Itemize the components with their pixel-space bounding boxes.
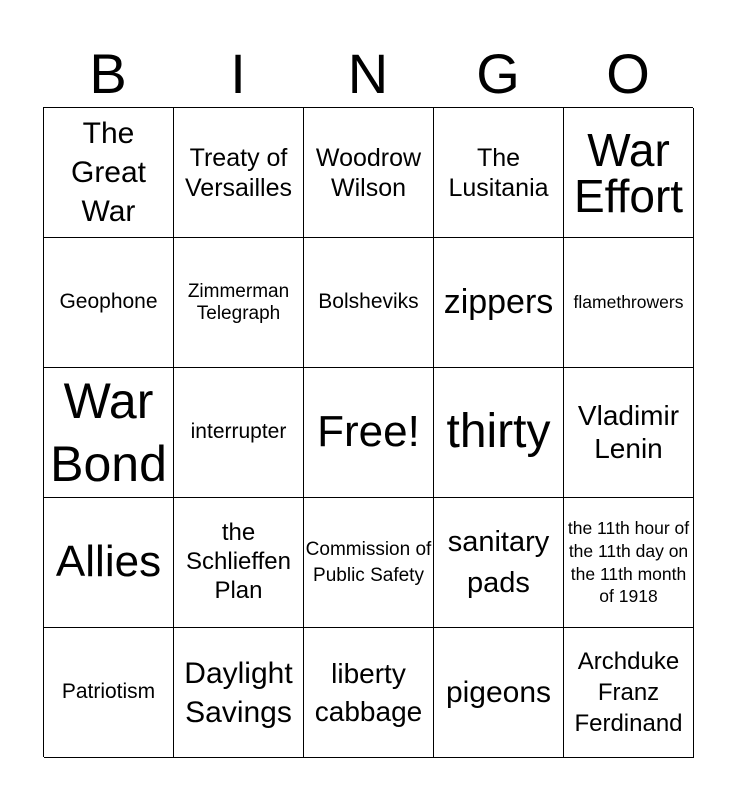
bingo-cell[interactable]: Archduke Franz Ferdinand xyxy=(564,628,694,758)
header-letter-o: O xyxy=(606,42,650,105)
bingo-cell[interactable]: Geophone xyxy=(44,238,174,368)
bingo-cell[interactable]: Allies xyxy=(44,498,174,628)
bingo-cell[interactable]: Commission of Public Safety xyxy=(304,498,434,628)
bingo-cell[interactable]: The Lusitania xyxy=(434,108,564,238)
bingo-cell[interactable]: Patriotism xyxy=(44,628,174,758)
bingo-cell[interactable]: thirty xyxy=(434,368,564,498)
header-letter-g: G xyxy=(476,42,520,105)
header-letter-b: B xyxy=(89,42,127,105)
bingo-cell[interactable]: Zimmerman Telegraph xyxy=(174,238,304,368)
bingo-cell[interactable]: Daylight Savings xyxy=(174,628,304,758)
header-letter-n: N xyxy=(347,42,389,105)
bingo-cell[interactable]: Vladimir Lenin xyxy=(564,368,694,498)
bingo-header xyxy=(43,40,693,108)
bingo-cell[interactable]: Bolsheviks xyxy=(304,238,434,368)
bingo-cell[interactable]: interrupter xyxy=(174,368,304,498)
bingo-cell[interactable]: sanitary pads xyxy=(434,498,564,628)
bingo-cell[interactable]: War Bond xyxy=(44,368,174,498)
bingo-cell[interactable]: pigeons xyxy=(434,628,564,758)
bingo-cell[interactable]: War Effort xyxy=(564,108,694,238)
bingo-cell[interactable]: Woodrow Wilson xyxy=(304,108,434,238)
bingo-cell[interactable]: zippers xyxy=(434,238,564,368)
bingo-cell[interactable]: The Great War xyxy=(44,108,174,238)
header-letter-i: I xyxy=(230,42,246,105)
free-space[interactable]: Free! xyxy=(304,368,434,498)
bingo-cell[interactable]: liberty cabbage xyxy=(304,628,434,758)
bingo-cell[interactable]: the Schlieffen Plan xyxy=(174,498,304,628)
bingo-cell[interactable]: Treaty of Versailles xyxy=(174,108,304,238)
bingo-card xyxy=(43,107,693,757)
bingo-cell[interactable]: the 11th hour of the 11th day on the 11th month of 1918 xyxy=(564,498,694,628)
bingo-cell[interactable]: flamethrowers xyxy=(564,238,694,368)
